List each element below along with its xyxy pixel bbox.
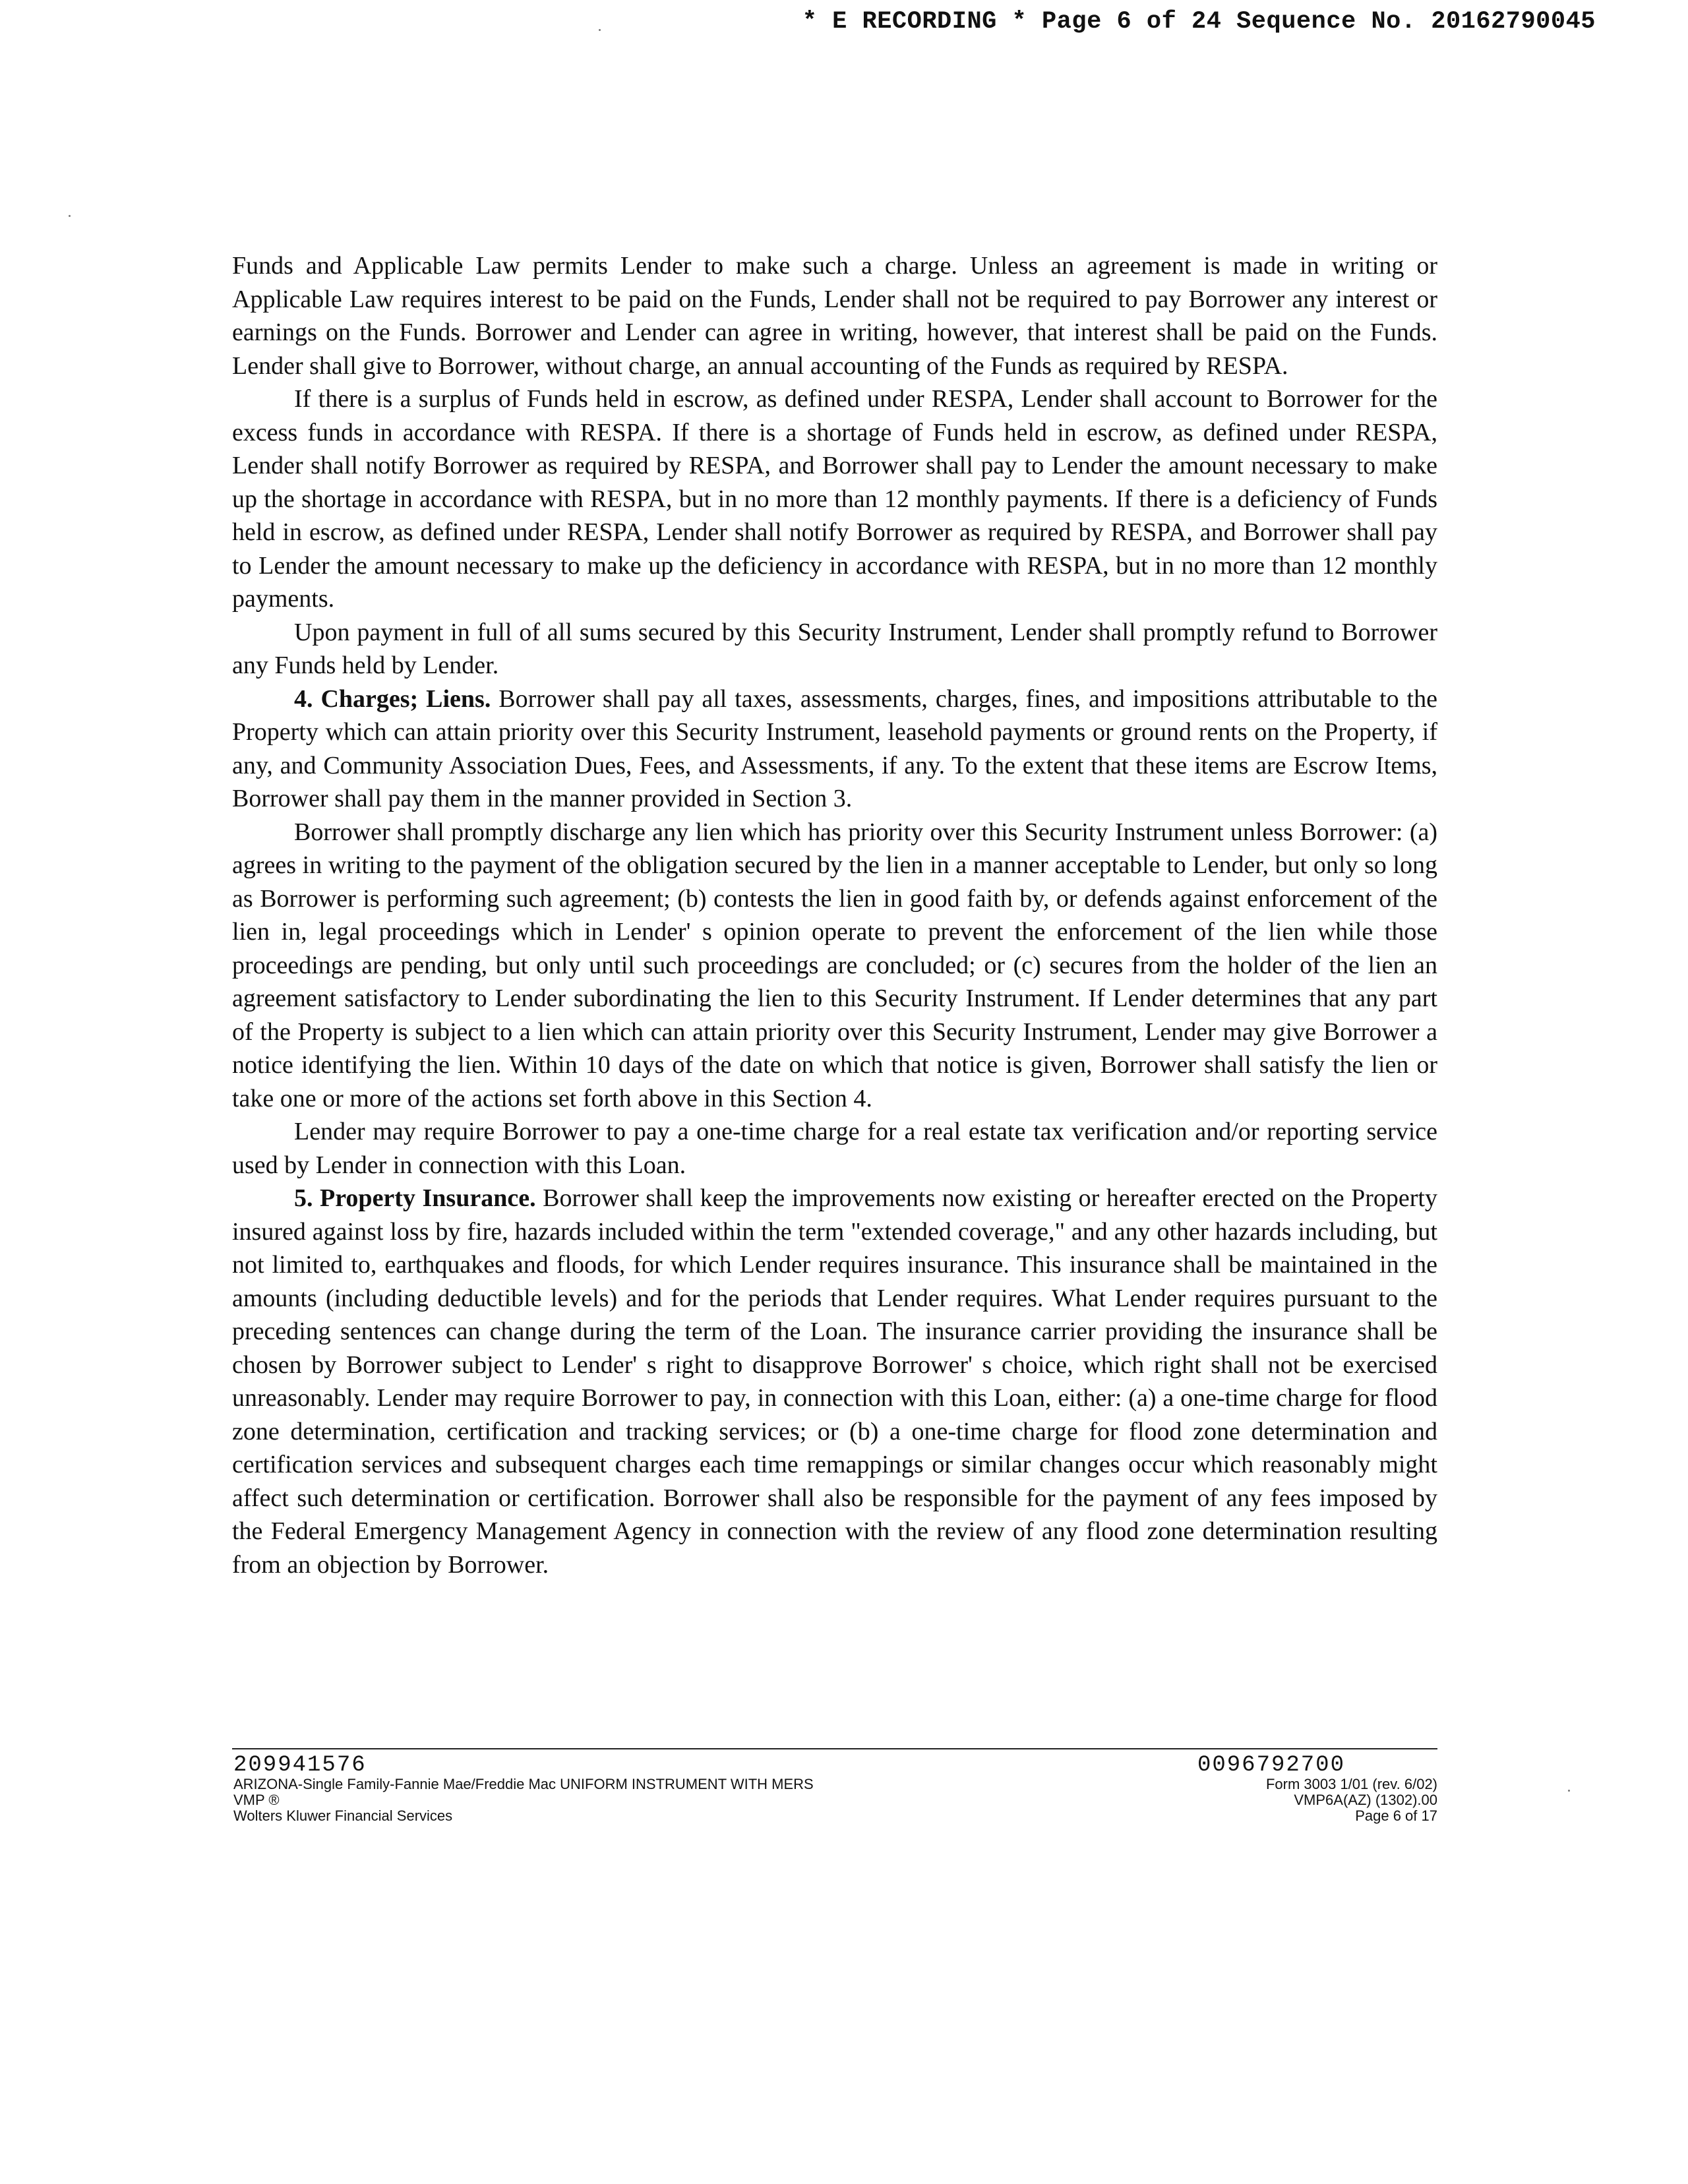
paragraph-funds-interest: Funds and Applicable Law permits Lender to make such a charge. Unless an agreement is made in writing or Applicable Law requires interest to be paid on the Funds, Lender shall not be required to pay Borrower any interest or earnings on the Funds. Borrower and Lender can agree in writing, however, that interest shall be paid on the Funds. Lender shall give to Borrower, without charge, an annual accounting of the Funds as required by RESPA. [232,252,1437,380]
footer-left-block [233,1754,814,1824]
document-body [232,249,1437,1581]
vmp-label: VMP ® [233,1792,280,1808]
page-label: Page 6 of 17 [1355,1807,1437,1824]
scan-speck [599,29,601,31]
section-4-text: Borrower shall pay all taxes, assessments, charges, fines, and impositions attributable to the Property which can attain priority over this Security Instrument, leasehold payments or ground rents on the Property, if any, and Community Association Dues, Fees, and Assessments, if any. To the extent that these items are Escrow Items, Borrower shall pay them in the manner provided in Section 3. [232,684,1437,812]
paragraph-section-4 [232,682,1437,816]
document-number: 0096792700 [1197,1753,1345,1778]
footer-divider [232,1748,1437,1749]
section-5-text: Borrower shall keep the improvements now existing or hereafter erected on the Property insured against loss by fire, hazards included within the term "extended coverage," and any other hazards including, but not limited to, earthquakes and floods, for which Lender requires insurance. This insurance shall be maintained in the amounts (including deductible levels) and for the periods that Lender requires. What Lender requires pursuant to the preceding sentences can change during the term of the Loan. The insurance carrier providing the insurance shall be chosen by Borrower subject to Lender' s right to disapprove Borrower' s choice, which right shall not be exercised unreasonably. Lender may require Borrower to pay, in connection with this Loan, either: (a) a one-time charge for flood zone determination, certification and tracking services; or (b) a one-time charge for flood zone determination and certification services and subsequent charges each time remappings or similar changes occur which reasonably might affect such determination or certification. Borrower shall also be responsible for the payment of any fees imposed by the Federal Emergency Management Agency in connection with the review of any flood zone determination resulting from an objection by Borrower. [232,1184,1437,1579]
publisher-name: Wolters Kluwer Financial Services [233,1807,453,1824]
scan-speck [69,215,71,217]
form-title: ARIZONA-Single Family-Fannie Mae/Freddie Mac UNIFORM INSTRUMENT WITH MERS [233,1776,814,1792]
footer-right-block [1197,1754,1437,1824]
paragraph-lien-discharge: Borrower shall promptly discharge any lien which has priority over this Security Instrument unless Borrower: (a) agrees in writing to the payment of the obligation secured by the lien in a manner acceptable to Lender, but only so long as Borrower is performing such agreement; (b) contests the lien in good faith by, or defends against enforcement of the lien in, legal proceedings which in Lender' s opinion operate to prevent the enforcement of the lien while those proceedings are pending, but only until such proceedings are concluded; or (c) secures from the holder of the lien an agreement satisfactory to Lender subordinating the lien to this Security Instrument. If Lender determines that any part of the Property is subject to a lien which can attain priority over this Security Instrument, Lender may give Borrower a notice identifying the lien. Within 10 days of the date on which that notice is given, Borrower shall satisfy the lien or take one or more of the actions set forth above in this Section 4. [232,818,1437,1112]
section-5-heading: 5. Property Insurance. [294,1184,536,1212]
loan-number: 209941576 [233,1753,367,1778]
paragraph-tax-verification: Lender may require Borrower to pay a one-time charge for a real estate tax verification and/or reporting service used by Lender in connection with this Loan. [232,1118,1437,1179]
paragraph-section-5 [232,1182,1437,1581]
vmp-code: VMP6A(AZ) (1302).00 [1294,1792,1437,1808]
recording-header: * E RECORDING * Page 6 of 24 Sequence No. 20162790045 [802,8,1596,36]
paragraph-refund: Upon payment in full of all sums secured by this Security Instrument, Lender shall promptly refund to Borrower any Funds held by Lender. [232,618,1437,679]
section-4-heading: 4. Charges; Liens. [294,684,491,713]
scan-speck [1568,1790,1570,1792]
form-number: Form 3003 1/01 (rev. 6/02) [1265,1776,1437,1792]
paragraph-escrow-surplus: If there is a surplus of Funds held in escrow, as defined under RESPA, Lender shall account to Borrower for the excess funds in accordance with RESPA. If there is a shortage of Funds held in escrow, as defined under RESPA, Lender shall notify Borrower as required by RESPA, and Borrower shall pay to Lender the amount necessary to make up the shortage in accordance with RESPA, but in no more than 12 monthly payments. If there is a deficiency of Funds held in escrow, as defined under RESPA, Lender shall notify Borrower as required by RESPA, and Borrower shall pay to Lender the amount necessary to make up the deficiency in accordance with RESPA, but in no more than 12 monthly payments. [232,385,1437,613]
